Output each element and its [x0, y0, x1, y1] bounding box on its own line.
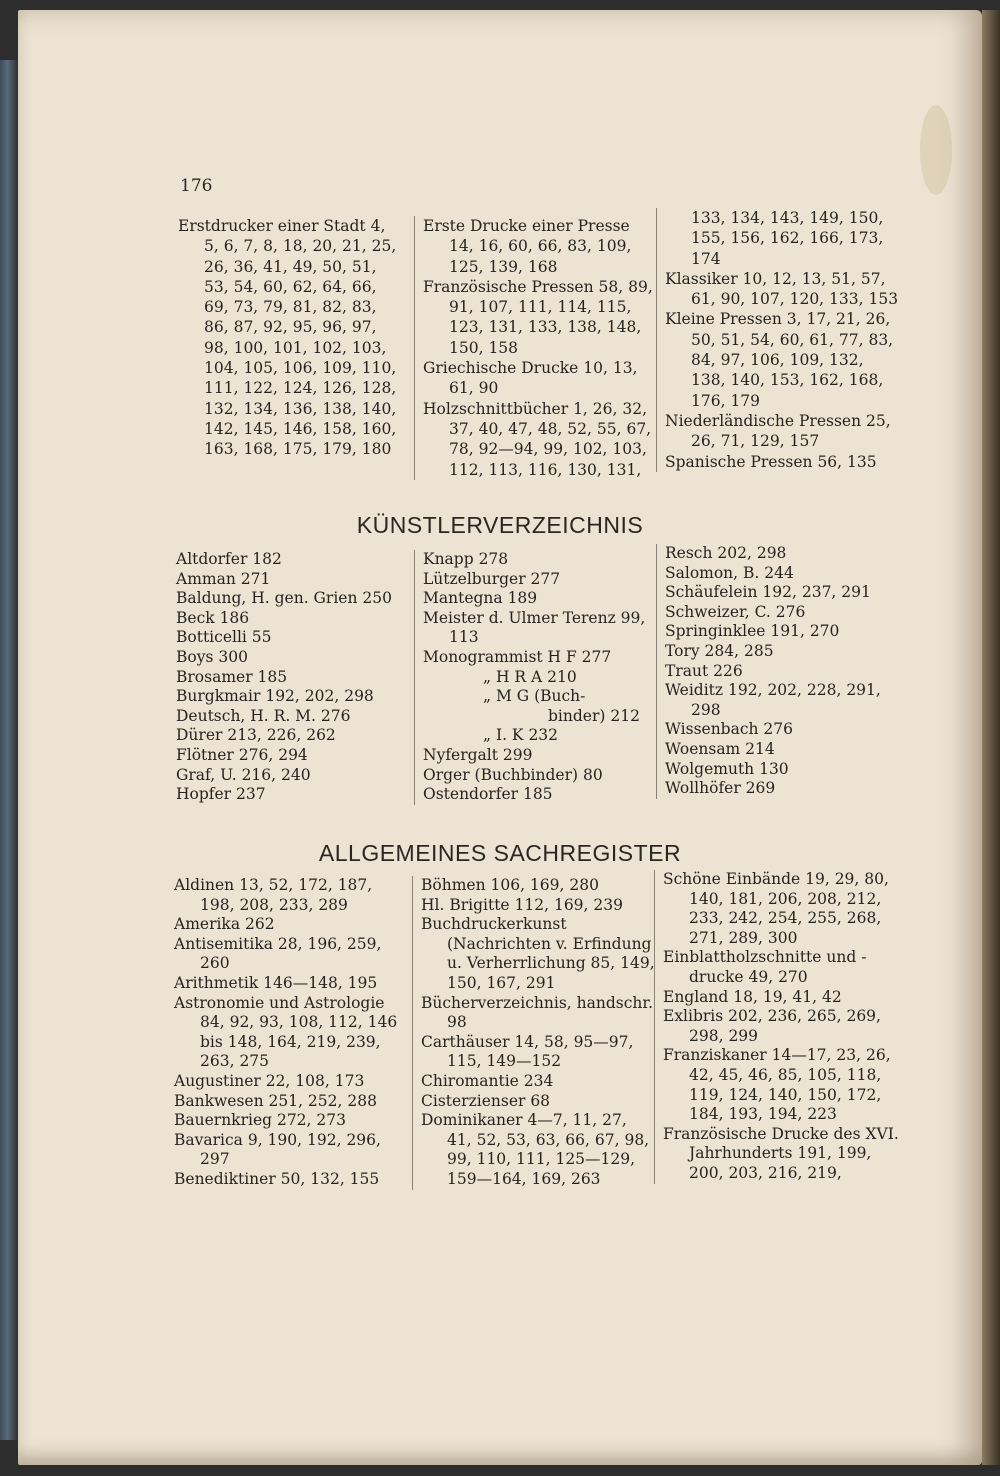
index-entry: Hl. Brigitte 112, 169, 239 — [421, 895, 623, 914]
index-entry: Woensam 214 — [665, 739, 775, 758]
index-entry: Exlibris 202, 236, 265, 269, 298, 299 — [663, 1007, 881, 1045]
index-entry: Monogrammist H F 277 — [423, 647, 612, 666]
index-entry: Lützelburger 277 — [423, 569, 561, 588]
sach-register — [0, 870, 1000, 1196]
kuenstler-col-3 — [656, 544, 899, 799]
sach-col-2 — [412, 876, 655, 1190]
index-entry: Buchdruckerkunst (Nachrichten v. Erfindung u. Verherrlichung 85, 149, 150, 167, 291 — [421, 915, 655, 992]
index-entry: Graf, U. 216, 240 — [176, 765, 311, 784]
index-entry: Wollhöfer 269 — [665, 779, 776, 798]
index-entry: Dominikaner 4—7, 11, 27, 41, 52, 53, 63, 66, 67, 98, 99, 110, 111, 125—129, 159—164, 169, 263 — [421, 1111, 650, 1188]
index-entry: Amerika 262 — [174, 915, 275, 934]
index-entry: Deutsch, H. R. M. 276 — [176, 706, 351, 725]
page-number: 176 — [180, 176, 213, 196]
index-subentry: „ M G (Buch- — [483, 687, 586, 706]
index-entry: Bücherverzeichnis, handschr. 98 — [421, 993, 654, 1032]
index-entry: Antisemitika 28, 196, 259, 260 — [174, 934, 382, 973]
index-entry: Benediktiner 50, 132, 155 — [174, 1169, 380, 1188]
index-entry: Springinklee 191, 270 — [665, 622, 840, 641]
index-entry: Bauernkrieg 272, 273 — [174, 1111, 346, 1130]
index-subentry-note: binder) 212 — [548, 706, 640, 725]
kuenstler-heading: KÜNSTLERVERZEICHNIS — [356, 512, 644, 538]
index-entry: Schöne Einbände 19, 29, 80, 140, 181, 206, 208, 212, 233, 242, 254, 255, 268, 271, 289, 300 — [663, 870, 889, 947]
index-entry: Burgkmair 192, 202, 298 — [176, 687, 374, 706]
index-entry: Bankwesen 251, 252, 288 — [174, 1091, 377, 1110]
index-entry: Brosamer 185 — [176, 667, 288, 686]
index-entry: Niederländische Pressen 25, 26, 71, 129, 157 — [665, 411, 891, 451]
index-entry: Nyfergalt 299 — [423, 745, 533, 764]
index-entry: Resch 202, 298 — [665, 544, 787, 562]
index-entry: Salomon, B. 244 — [665, 563, 794, 582]
index-entry: Holzschnittbücher 1, 26, 32, 37, 40, 47, 48, 52, 55, 67, 78, 92—94, 99, 102, 103, 112, 113, 116, 130, 131, — [423, 399, 652, 479]
index-entry: Klassiker 10, 12, 13, 51, 57, 61, 90, 107, 120, 133, 153 — [665, 269, 899, 309]
sach-col-3 — [654, 870, 899, 1184]
index-entry: Kleine Pressen 3, 17, 21, 26, 50, 51, 54, 60, 61, 77, 83, 84, 97, 106, 109, 132, 138, 140, 153, 162, 168, 176, 179 — [665, 310, 894, 410]
index-entry: Meister d. Ulmer Terenz 99, 113 — [423, 608, 646, 647]
index-entry: Französische Pressen 58, 89, 91, 107, 111, 114, 115, 123, 131, 133, 138, 148, 150, 158 — [423, 277, 653, 357]
index-entry: England 18, 19, 41, 42 — [663, 987, 842, 1006]
sach-col-1 — [174, 876, 400, 1190]
index-entry: Einblattholzschnitte und -drucke 49, 270 — [663, 948, 867, 986]
index-entry: Augustiner 22, 108, 173 — [174, 1071, 365, 1090]
orte-col-3 — [656, 208, 899, 472]
index-entry: Aldinen 13, 52, 172, 187, 198, 208, 233, 289 — [174, 876, 373, 914]
index-entry: Flötner 276, 294 — [176, 745, 308, 764]
index-entry: Altdorfer 182 — [176, 550, 282, 568]
index-entry: Französische Drucke des XVI. Jahrhunderts 191, 199, 200, 203, 216, 219, — [663, 1124, 899, 1182]
index-entry: Dürer 213, 226, 262 — [176, 726, 336, 745]
index-entry: Weiditz 192, 202, 228, 291, 298 — [665, 681, 881, 719]
index-entry: Chiromantie 234 — [421, 1071, 554, 1090]
index-subentry: „ H R A 210 — [483, 667, 577, 686]
index-entry: 133, 134, 143, 149, 150, 155, 156, 162, 166, 173, 174 — [691, 209, 884, 268]
index-entry: Orger (Buchbinder) 80 — [423, 765, 603, 784]
index-entry: Traut 226 — [665, 661, 743, 680]
index-entry: Bavarica 9, 190, 192, 296, 297 — [174, 1130, 381, 1169]
index-entry: Cisterzienser 68 — [421, 1091, 551, 1110]
index-entry: Boys 300 — [176, 647, 248, 666]
index-entry: Knapp 278 — [423, 550, 509, 568]
index-entry: Amman 271 — [176, 569, 271, 588]
kuenstler-col-1 — [176, 550, 404, 805]
index-entry: Mantegna 189 — [423, 589, 538, 608]
index-entry: Baldung, H. gen. Grien 250 — [176, 589, 392, 608]
index-entry: Carthäuser 14, 58, 95—97, 115, 149—152 — [421, 1032, 634, 1071]
index-entry: Arithmetik 146—148, 195 — [174, 973, 378, 992]
index-entry: Griechische Drucke 10, 13, 61, 90 — [423, 359, 638, 398]
index-subentry: „ I. K 232 — [483, 726, 559, 745]
kuenstler-col-2 — [414, 550, 655, 805]
orte-register — [0, 209, 1000, 486]
index-entry: Beck 186 — [176, 608, 250, 627]
index-entry: Franziskaner 14—17, 23, 26, 42, 45, 46, 85, 105, 118, 119, 124, 140, 150, 172, 184, 193, 194, 223 — [663, 1046, 891, 1124]
index-entry: Spanische Pressen 56, 135 — [665, 452, 877, 471]
index-entry: Schweizer, C. 276 — [665, 602, 806, 621]
index-entry: Ostendorfer 185 — [423, 785, 553, 804]
orte-col-1 — [178, 216, 400, 460]
orte-col-2 — [414, 216, 653, 480]
paper-stain — [920, 105, 952, 195]
index-entry: Tory 284, 285 — [665, 641, 774, 660]
index-entry: Hopfer 237 — [176, 785, 266, 804]
sach-heading: ALLGEMEINES SACHREGISTER — [318, 840, 682, 866]
index-entry: Astronomie und Astrologie 84, 92, 93, 108, 112, 146 bis 148, 164, 219, 239, 263, 275 — [174, 993, 398, 1071]
index-entry: Wissenbach 276 — [665, 720, 794, 739]
index-entry: Erste Drucke einer Presse 14, 16, 60, 66, 83, 109, 125, 139, 168 — [423, 217, 632, 276]
index-entry: Erstdrucker einer Stadt 4, 5, 6, 7, 8, 18, 20, 21, 25, 26, 36, 41, 49, 50, 51, 53, 54, 60, 62, 64, 66, 69, 73, 79, 81, 82, 83, 86, 87, 92, 95, 96, 97, 98, 100, 101, 102, 103, 104, 105, 106, 109, 110, 111, 122, 124, 126, 128, 132, 134, 136, 138, 140, 142, 145, 146, 158, 160, 163, 168, 175, 179, 180 — [178, 217, 397, 459]
index-entry: Wolgemuth 130 — [665, 759, 789, 778]
index-entry: Botticelli 55 — [176, 628, 272, 647]
index-entry: Böhmen 106, 169, 280 — [421, 876, 599, 894]
index-entry: Schäufelein 192, 237, 291 — [665, 583, 871, 602]
kuenstler-register — [0, 544, 1000, 810]
